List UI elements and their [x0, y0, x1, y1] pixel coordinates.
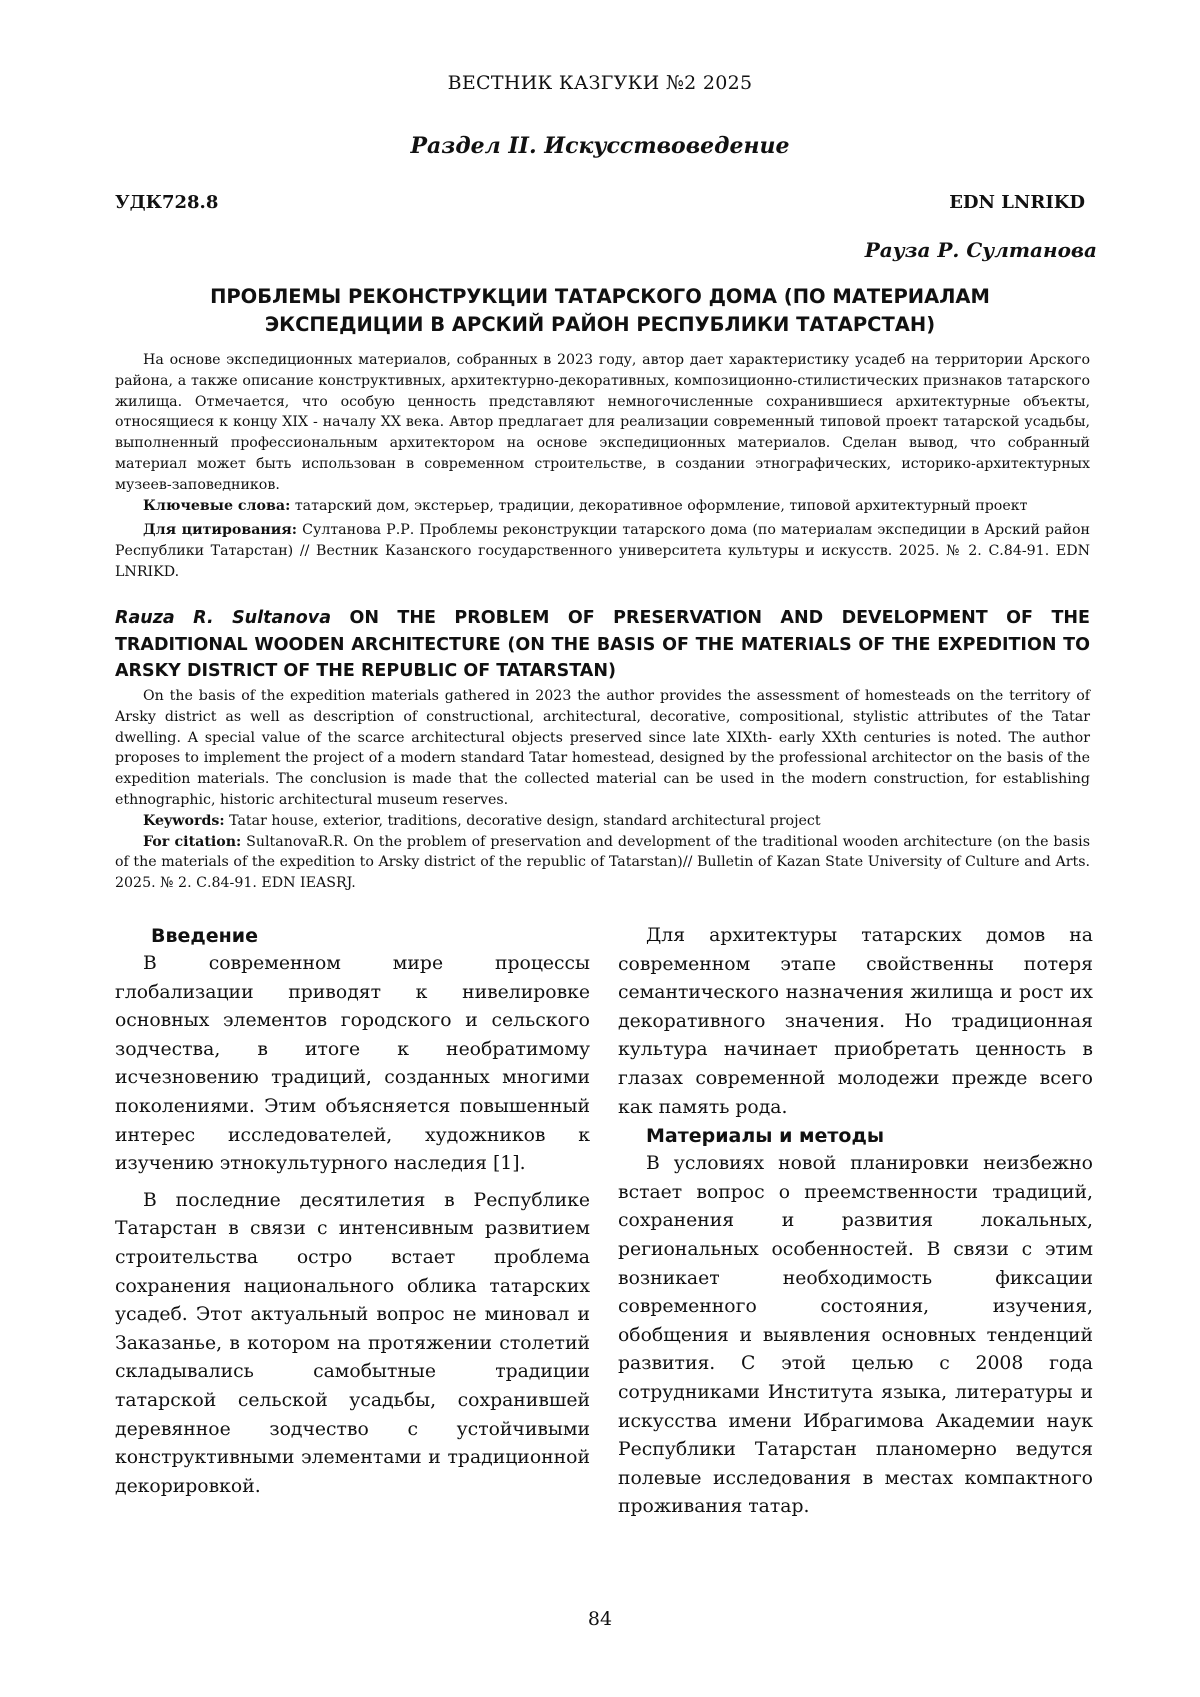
keywords-ru-text: татарский дом, экстерьер, традиции, декоративное оформление, типовой архитектурный проект — [290, 497, 1028, 514]
udk-code: УДК728.8 — [115, 192, 219, 213]
body-paragraph: В современном мире процессы глобализации приводят к нивелировке основных элементов городского и сельского зодчества, в итоге к необратимому исчезновению традиций, созданных многими поколениями. Этим объясняется повышенный интерес исследователей, художников к изучению этнокультурного наследия [1]. — [115, 953, 590, 1175]
page-number: 84 — [587, 1608, 613, 1630]
edn-code: EDN LNRIKD — [949, 192, 1085, 213]
citation-en-text: SultanovaR.R. On the problem of preservation and development of the traditional wooden architecture (on the basis of the materials of the expedition to Arsky district of the republic of Tatarstan)// Bulletin of Kazan State University of Culture and Arts. 2025. № 2. С.84-91. EDN IEASRJ. — [115, 833, 1090, 892]
citation-ru-label: Для цитирования: — [143, 522, 298, 539]
journal-header: ВЕСТНИК КАЗГУКИ №2 2025 — [447, 72, 753, 94]
keywords-en-label: Keywords: — [143, 812, 225, 829]
keywords-ru — [115, 496, 1090, 517]
author-name: Рауза Р. Султанова — [864, 238, 1097, 262]
keywords-en-text: Tatar house, exterior, traditions, decorative design, standard architectural project — [224, 812, 821, 829]
title-en-text: ON THE PROBLEM OF PRESERVATION AND DEVELOPMENT OF THE TRADITIONAL WOODEN ARCHITECTURE (ON THE BASIS OF THE MATERIALS OF THE EXPEDITION TO ARSKY DISTRICT OF THE REPUBLIC OF TATARSTAN) — [115, 608, 1090, 681]
article-title-ru: ПРОБЛЕМЫ РЕКОНСТРУКЦИИ ТАТАРСКОГО ДОМА (ПО МАТЕРИАЛАМ ЭКСПЕДИЦИИ В АРСКИЙ РАЙОН РЕСПУБЛИКИ ТАТАРСТАН) — [210, 285, 990, 336]
body-paragraph: В условиях новой планировки неизбежно встает вопрос о преемственности традиций, сохранения и развития локальных, региональных особенностей. В связи с этим возникает необходимость фиксации современного состояния, изучения, обобщения и выявления основных тенденций развития. С этой целью с 2008 года сотрудниками Института языка, литературы и искусства имени Ибрагимова Академии наук Республики Татарстан планомерно ведутся полевые исследования в местах компактного проживания татар. — [618, 1153, 1093, 1518]
section-title: Раздел II. Искусствоведение — [410, 133, 790, 159]
methods-heading: Материалы и методы — [646, 1125, 885, 1148]
keywords-en — [115, 811, 1090, 832]
citation-en — [115, 832, 1090, 894]
abstract-ru — [115, 350, 1090, 583]
citation-ru — [115, 520, 1090, 582]
abstract-en — [115, 686, 1090, 894]
intro-heading: Введение — [151, 925, 258, 947]
author-name-en: Rauza R. Sultanova — [115, 608, 332, 628]
article-title-en — [115, 605, 1090, 685]
abstract-ru-text: На основе экспедиционных материалов, собранных в 2023 году, автор дает характеристику усадеб на территории Арского района, а также описание конструктивных, архитектурно-декоративных, композиционно-стилистических признаков татарского жилища. Отмечается, что особую ценность представляют немногочисленные сохранившиеся архитектурные объекты, относящиеся к концу XIX - началу XX века. Автор предлагает для реализации современный типовой проект татарской усадьбы, выполненный профессиональным архитектором на основе экспедиционных материалов. Сделан вывод, что собранный материал может быть использован в современном строительстве, в создании этнографических, историко-архитектурных музеев-заповедников. — [115, 352, 1090, 493]
body-paragraph: Для архитектуры татарских домов на современном этапе свойственны потеря семантического назначения жилища и рост их декоративного значения. Но традиционная культура начинает приобретать ценность в глазах современной молодежи прежде всего как память рода. — [618, 925, 1093, 1118]
citation-en-label: For citation: — [143, 833, 242, 850]
body-column-left — [115, 922, 590, 1501]
body-column-right — [618, 922, 1093, 1522]
body-paragraph: В последние десятилетия в Республике Татарстан в связи с интенсивным развитием строительства остро встает проблема сохранения национального облика татарских усадеб. Этот актуальный вопрос не миновал и Заказанье, в котором на протяжении столетий складывались самобытные традиции татарской сельской усадьбы, сохранившей деревянное зодчество с устойчивыми конструктивными элементами и традиционной декорировкой. — [115, 1189, 590, 1497]
citation-ru-text: Султанова Р.Р. Проблемы реконструкции татарского дома (по материалам экспедиции в Арский район Республики Татарстан) // Вестник Казанского государственного университета культуры и искусств. 2025. № 2. С.84-91. EDN LNRIKD. — [115, 522, 1090, 580]
keywords-ru-label: Ключевые слова: — [143, 497, 291, 514]
abstract-en-text: On the basis of the expedition materials gathered in 2023 the author provides the assessment of homesteads on the territory of Arsky district as well as description of constructional, architectural, decorative, compositional, stylistic attributes of the Tatar dwelling. A special value of the scarce architectural objects preserved since late XIXth- early XXth centuries is noted. The author proposes to implement the project of a modern standard Tatar homestead, designed by the professional architector on the basis of the expedition materials. The conclusion is made that the collected material can be used in the modern construction, for establishing ethnographic, historic architectural museum reserves. — [115, 688, 1090, 808]
